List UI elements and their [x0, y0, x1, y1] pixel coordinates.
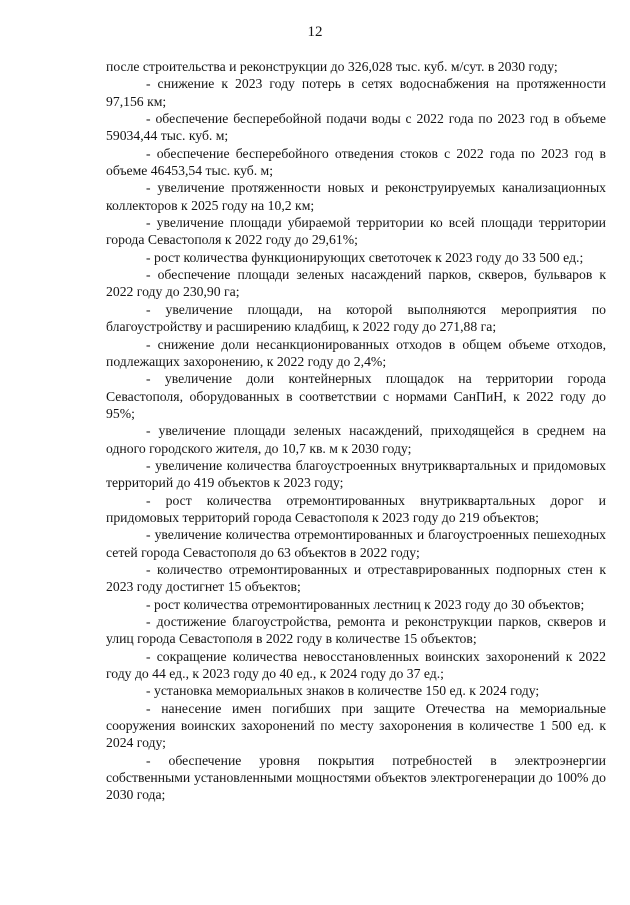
list-item: - сокращение количества невосстановленных воинских захоронений к 2022 году до 44 ед., к 2023 году до 40 ед., к 2024 году до 37 ед.; — [106, 648, 606, 682]
list-item: - нанесение имен погибших при защите Отечества на мемориальные сооружения воинских захоронений по месту захоронения в количестве 1 500 ед. к 2024 году; — [106, 700, 606, 751]
list-item: - рост количества отремонтированных лестниц к 2023 году до 30 объектов; — [146, 596, 585, 612]
list-item: - увеличение площади, на которой выполняются мероприятия по благоустройству и расширению кладбищ, к 2022 году до 271,88 га; — [106, 301, 606, 335]
list-item: - обеспечение площади зеленых насаждений парков, скверов, бульваров к 2022 году до 230,90 га; — [106, 267, 606, 300]
list-item: - обеспечение уровня покрытия потребностей в электроэнергии собственными установленными мощностями объектов электрогенерации до 100% до 2030 года; — [106, 752, 606, 803]
paragraph-continuation: после строительства и реконструкции до 326,028 тыс. куб. м/сут. в 2030 году; — [106, 59, 558, 74]
list-item: - обеспечение бесперебойной подачи воды с 2022 года по 2023 год в объеме 59034,44 тыс. куб. м; — [106, 111, 606, 144]
page-number: 12 — [307, 24, 323, 40]
list-item: - количество отремонтированных и отреставрированных подпорных стен к 2023 году достигнет 15 объектов; — [106, 561, 606, 595]
document-body — [106, 58, 606, 804]
list-item: - достижение благоустройства, ремонта и реконструкции парков, скверов и улиц города Севастополя в 2022 году в количестве 15 объектов; — [106, 614, 606, 647]
list-item: - снижение к 2023 году потерь в сетях водоснабжения на протяженности 97,156 км; — [106, 76, 606, 109]
list-item: - увеличение количества отремонтированных и благоустроенных пешеходных сетей города Севастополя до 63 объектов в 2022 году; — [106, 527, 606, 560]
list-item: - рост количества отремонтированных внутриквартальных дорог и придомовых территорий города Севастополя к 2023 году до 219 объектов; — [106, 492, 606, 525]
list-item: - увеличение протяженности новых и реконструируемых канализационных коллекторов к 2025 году на 10,2 км; — [106, 180, 606, 213]
list-item: - увеличение доли контейнерных площадок на территории города Севастополя, оборудованных в соответствии с нормами СанПиН, к 2022 году до 95%; — [106, 371, 606, 421]
list-item: - увеличение площади убираемой территории ко всей площади территории города Севастополя к 2022 году до 29,61%; — [106, 215, 606, 248]
list-item: - установка мемориальных знаков в количестве 150 ед. к 2024 году; — [146, 683, 540, 699]
list-item: - рост количества функционирующих светоточек к 2023 году до 33 500 ед.; — [146, 249, 584, 265]
list-item: - обеспечение бесперебойного отведения стоков с 2022 года по 2023 год в объеме 46453,54 тыс. куб. м; — [106, 145, 606, 179]
list-item: - снижение доли несанкционированных отходов в общем объеме отходов, подлежащих захоронению, к 2022 году до 2,4%; — [106, 336, 606, 369]
list-item: - увеличение площади зеленых насаждений, приходящейся в среднем на одного городского жителя, до 10,7 кв. м к 2030 году; — [106, 423, 606, 456]
list-item: - увеличение количества благоустроенных внутриквартальных и придомовых территорий до 419 объектов к 2023 году; — [106, 457, 606, 491]
